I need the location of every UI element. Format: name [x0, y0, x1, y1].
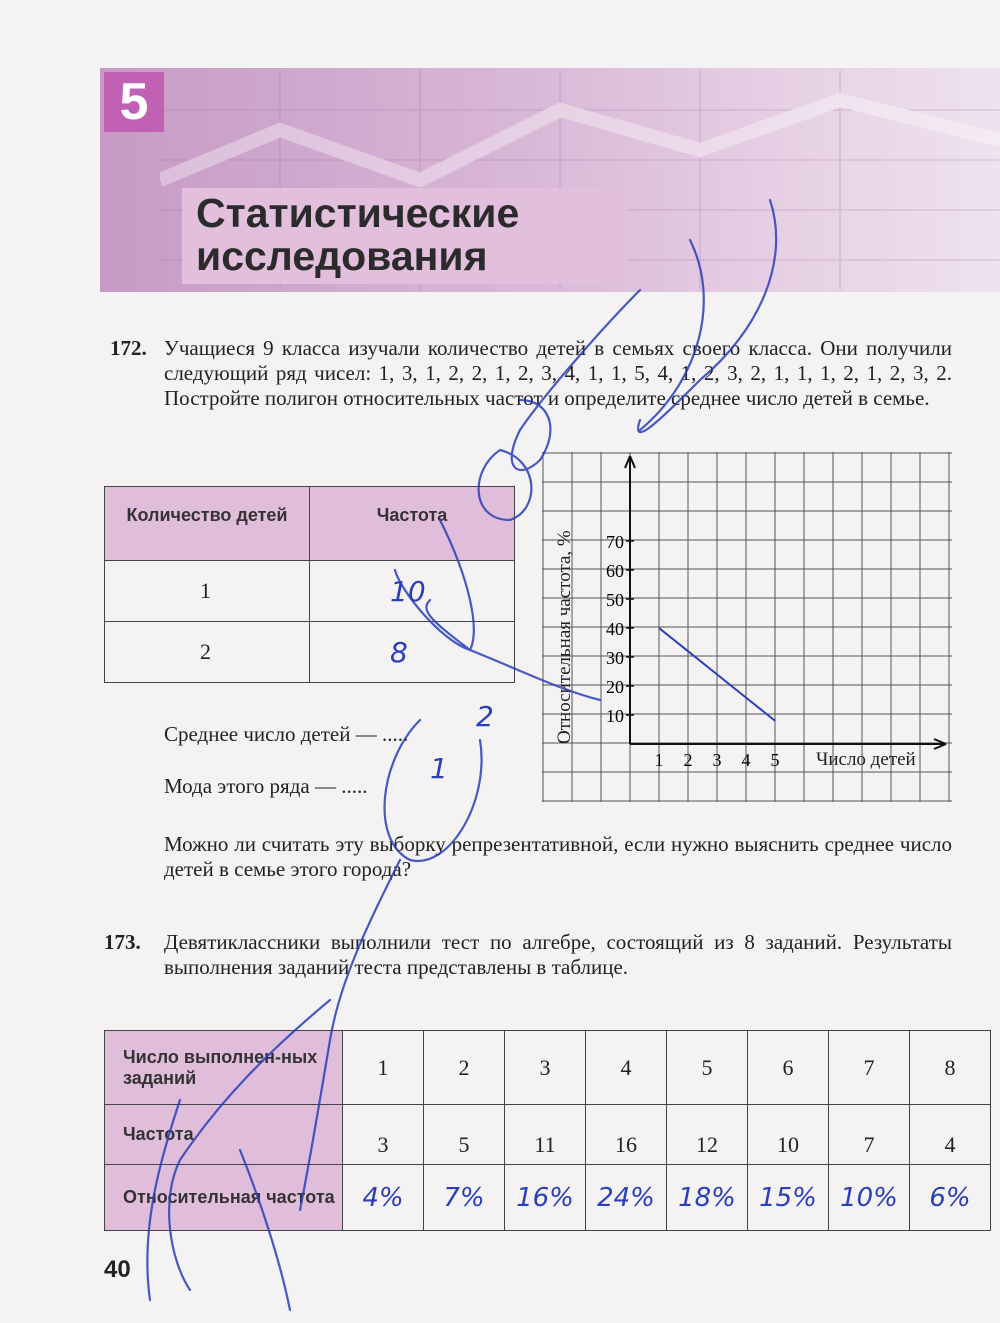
chapter-number: 5 — [104, 72, 164, 132]
task-cell: 4 — [586, 1031, 667, 1105]
handwritten-frequency: 10 — [310, 561, 515, 622]
x-tick-label: 2 — [683, 750, 693, 770]
task-cell: 7 — [829, 1031, 910, 1105]
task-cell: 2 — [424, 1031, 505, 1105]
problem-number: 173. — [104, 930, 141, 954]
table-cell: 2 — [105, 622, 310, 683]
table-header-count: Количество детей — [105, 487, 310, 561]
x-tick-labels — [655, 750, 780, 770]
frequency-cell: 10 — [748, 1105, 829, 1165]
task-cell: 6 — [748, 1031, 829, 1105]
x-tick-label: 3 — [712, 750, 722, 770]
row-header-tasks: Число выполнен-ных заданий — [105, 1031, 343, 1105]
problem-number: 172. — [110, 336, 147, 360]
children-frequency-table — [104, 486, 515, 683]
handwritten-frequency: 8 — [310, 622, 515, 683]
frequency-cell: 11 — [505, 1105, 586, 1165]
table-header-frequency: Частота — [310, 487, 515, 561]
frequency-cell: 12 — [667, 1105, 748, 1165]
table-cell: 1 — [105, 561, 310, 622]
problem-172 — [110, 336, 952, 411]
polygon-chart — [542, 452, 954, 804]
frequency-cell: 3 — [343, 1105, 424, 1165]
test-results-table — [104, 1030, 991, 1231]
task-cell: 3 — [505, 1031, 586, 1105]
average-line: Среднее число детей — ..... — [164, 722, 409, 746]
frequency-cell: 4 — [910, 1105, 991, 1165]
relative-frequency-cell: 4% — [343, 1165, 424, 1231]
handwritten-mode: 1 — [430, 752, 448, 785]
chapter-title-line2: исследования — [196, 233, 488, 279]
relative-frequency-cell: 15% — [748, 1165, 829, 1231]
relative-frequency-cell: 10% — [829, 1165, 910, 1231]
frequency-cell: 5 — [424, 1105, 505, 1165]
handwritten-average: 2 — [476, 700, 494, 733]
relative-frequency-cell: 16% — [505, 1165, 586, 1231]
representativeness-question: Можно ли считать эту выборку репрезентативной, если нужно выяснить среднее число детей в семье этого города? — [164, 832, 952, 881]
row-header-relative: Относительная частота — [105, 1165, 343, 1231]
mode-line: Мода этого ряда — ..... — [164, 774, 368, 798]
relative-frequency-cell: 24% — [586, 1165, 667, 1231]
relative-frequency-cell: 7% — [424, 1165, 505, 1231]
problem-text: Девятиклассники выполнили тест по алгебре, состоящий из 8 заданий. Результаты выполнения заданий теста представлены в таблице. — [164, 930, 952, 979]
problem-text: Учащиеся 9 класса изучали количество детей в семьях своего класса. Они получили следующий ряд чисел: 1, 3, 1, 2, 2, 1, 2, 3, 4, 1, 1, 5, 4, 1, 2, 3, 2, 1, 1, 1, 2, 1, 2, 3, 2. Постройте полигон относительных частот и определите среднее число детей в семье. — [164, 336, 952, 410]
frequency-cell: 16 — [586, 1105, 667, 1165]
x-tick-label: 5 — [770, 750, 780, 770]
problem-173 — [104, 930, 952, 980]
relative-frequency-cell: 18% — [667, 1165, 748, 1231]
y-tick-label: 20 — [606, 677, 624, 697]
y-axis-label: Относительная частота, % — [554, 530, 575, 744]
relative-frequency-cell: 6% — [910, 1165, 991, 1231]
frequency-cell: 7 — [829, 1105, 910, 1165]
task-cell: 8 — [910, 1031, 991, 1105]
x-tick-label: 4 — [741, 750, 751, 770]
chart-axes — [625, 456, 946, 749]
chapter-title — [196, 192, 519, 278]
y-tick-label: 30 — [606, 648, 624, 668]
y-tick-label: 70 — [606, 532, 624, 552]
x-axis-label: Число детей — [816, 749, 916, 770]
y-tick-label: 60 — [606, 561, 624, 581]
y-tick-label: 40 — [606, 619, 624, 639]
y-tick-label: 50 — [606, 590, 624, 610]
y-tick-label: 10 — [606, 706, 624, 726]
chapter-title-line1: Статистические — [196, 190, 520, 236]
page-number: 40 — [104, 1256, 131, 1283]
x-tick-label: 1 — [654, 750, 664, 770]
task-cell: 5 — [667, 1031, 748, 1105]
task-cell: 1 — [343, 1031, 424, 1105]
row-header-frequency: Частота — [105, 1105, 343, 1165]
